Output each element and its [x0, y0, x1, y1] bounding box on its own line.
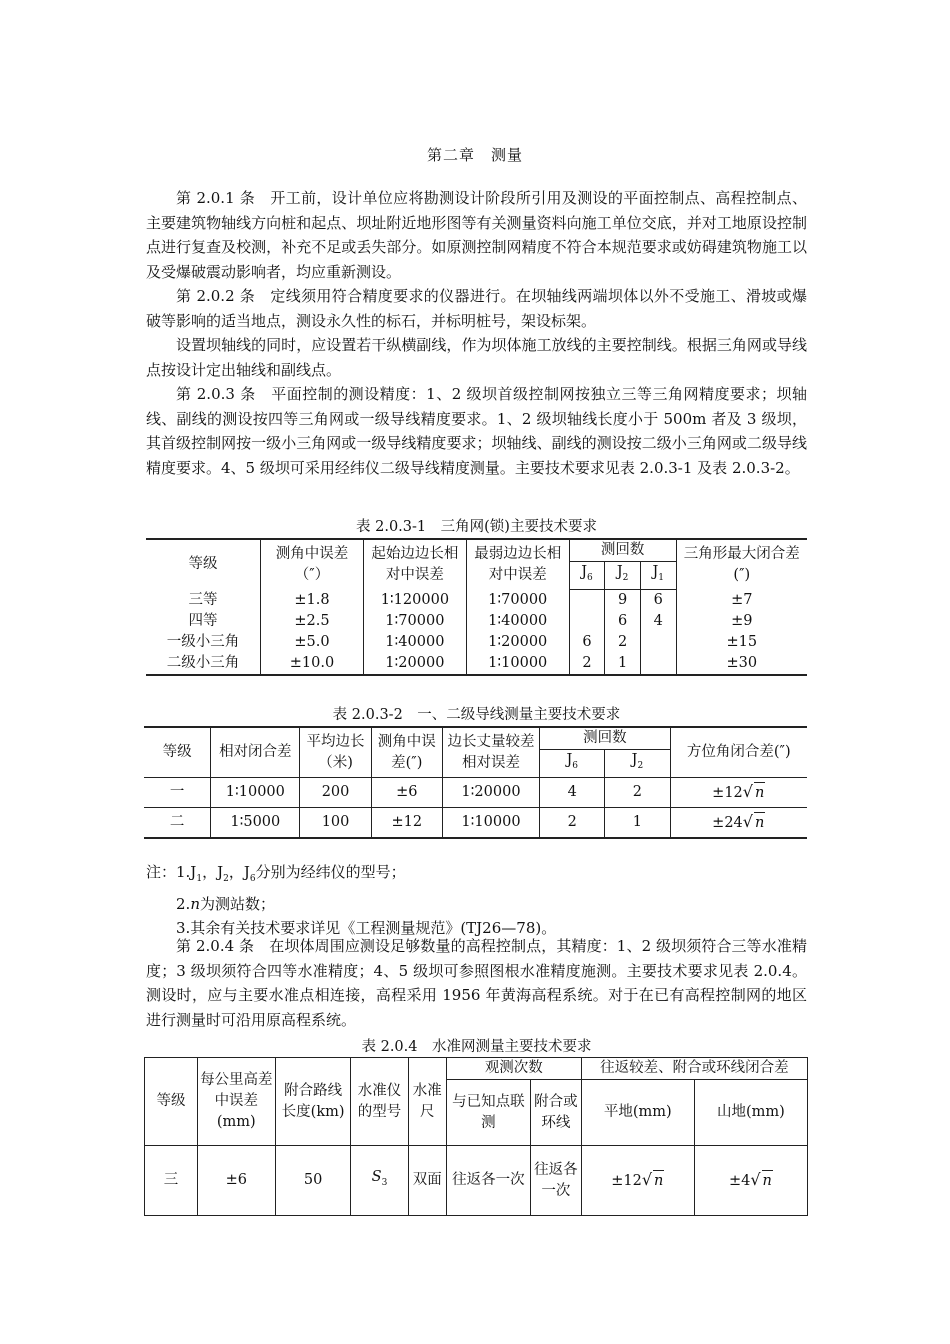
t1-j2-value: 6 [618, 613, 628, 629]
t1-angle-err: ±5.0 [294, 633, 330, 650]
t2-grade: 一 [144, 778, 211, 808]
body-text-bottom [146, 934, 807, 1032]
t1-closure: ±30 [726, 654, 758, 671]
t3-header-err-per-km: 每公里高差中误差(mm) [197, 1058, 275, 1146]
t1-header-grade: 等级 [146, 539, 261, 590]
t3-flat: ±12√ n [581, 1146, 694, 1216]
t2-angle-err: ±12 [371, 808, 442, 838]
t1-angle-err: ±10.0 [289, 654, 335, 671]
t1-j2-value: 1 [618, 655, 628, 671]
t1-start-edge: 1∶70000 [385, 612, 445, 629]
t3-header-grade: 等级 [145, 1058, 198, 1146]
t2-header-rounds: 测回数 [540, 727, 670, 750]
t1-j2-value: 9 [618, 592, 628, 608]
t1-j1-value: 4 [653, 613, 663, 629]
t2-j6: 4 [540, 778, 605, 808]
t1-j6-value: 6 [582, 634, 592, 650]
t3-header-obs: 观测次数 [446, 1058, 581, 1080]
t3-header-route-len: 附合路线长度(km) [275, 1058, 351, 1146]
t2-edge-err: 1∶20000 [442, 778, 539, 808]
t3-err-per-km: ±6 [197, 1146, 275, 1216]
paragraph-2-0-1: 第 2.0.1 条 开工前，设计单位应将勘测设计阶段所引用及测设的平面控制点、高程控制点、主要建筑物轴线方向桩和起点、坝址附近地形图等有关测量资料向施工单位交底，并对工地原设控制点进行复查及校测，补充不足或丢失部分。如原测控制网精度不符合本规范要求或妨碍建筑物施工以及受爆破震动影响者，均应重新测设。 [146, 189, 807, 281]
paragraph-2-0-3: 第 2.0.3 条 平面控制的测设精度：1、2 级坝首级控制网按独立三等三角网精度要求；坝轴线、副线的测设按四等三角网或一级导线精度要求。1、2 级坝轴线长度小于 500m 者及 3 级坝，其首级控制网按一级小三角网或一级导线精度要求；坝轴线、副线的测设按二级小三角网或二级导线精度要求。4、5 级坝可采用经纬仪二级导线精度测量。主要技术要求见表 2.0.3-1 及表 2.0.3-2。 [146, 385, 807, 477]
table1-caption: 表 2.0.3-1 三角网(锁)主要技术要求 [356, 519, 597, 535]
t1-grade: 四等 [188, 612, 218, 629]
table3-leveling [144, 1057, 808, 1216]
t2-avg-len: 200 [300, 778, 371, 808]
t1-header-rounds: 测回数 [569, 539, 676, 562]
table1-triangulation [146, 538, 807, 676]
t1-header-j2: $J_2$ [605, 562, 641, 590]
t2-header-angle-err: 测角中误差(″) [371, 727, 442, 778]
t2-avg-len: 100 [300, 808, 371, 838]
t3-mountain: ±4√ n [694, 1146, 807, 1216]
t3-rod: 双面 [408, 1146, 446, 1216]
note-1: 注：$1.J_1$，$J_2$，$J_6$分别为经纬仪的型号； [146, 863, 406, 884]
t3-header-loop: 附合或环线 [530, 1080, 581, 1146]
t3-header-model: 水准仪的型号 [351, 1058, 408, 1146]
t2-angle-err: ±6 [371, 778, 442, 808]
t2-header-grade: 等级 [144, 727, 211, 778]
t3-header-known: 与已知点联测 [446, 1080, 530, 1146]
body-text-top [146, 186, 807, 480]
t1-closure: ±7 [731, 591, 753, 608]
table-notes [146, 860, 807, 941]
t3-known: 往返各一次 [446, 1146, 530, 1216]
t2-j2: 2 [605, 778, 670, 808]
t2-header-closure: 相对闭合差 [211, 727, 300, 778]
paragraph-2-0-4: 第 2.0.4 条 在坝体周围应测设足够数量的高程控制点，其精度：1、2 级坝须符合三等水准精度；3 级坝须符合四等水准精度；4、5 级坝可参照图根水准精度施测。主要技术要求见表 2.0.4。测设时，应与主要水准点相连接，高程采用 1956 年黄海高程系统。对于在已有高程控制网的地区进行测量时可沿用原高程系统。 [146, 937, 807, 1029]
t1-weak-edge: 1∶20000 [488, 633, 548, 650]
table-row [145, 1146, 808, 1216]
table2-caption: 表 2.0.3-2 一、二级导线测量主要技术要求 [332, 707, 621, 723]
t2-header-j2: $J_2$ [605, 750, 670, 778]
t1-j2-cell [605, 590, 641, 676]
t1-start-edge-cell [363, 590, 466, 676]
t2-header-j6: $J_6$ [540, 750, 605, 778]
t3-header-closure: 往返较差、附合或环线闭合差 [581, 1058, 807, 1080]
t1-header-j1: $J_1$ [640, 562, 676, 590]
t1-header-angle-err: 测角中误差（″） [261, 539, 364, 590]
t1-header-start-edge: 起始边边长相对中误差 [363, 539, 466, 590]
table2-traverse [144, 726, 807, 839]
t2-edge-err: 1∶10000 [442, 808, 539, 838]
t3-route-len: 50 [275, 1146, 351, 1216]
t2-header-avg-len: 平均边长（米) [300, 727, 371, 778]
t1-j1-value: 6 [653, 592, 663, 608]
t3-grade: 三 [145, 1146, 198, 1216]
table-row [144, 778, 807, 808]
t1-header-closure: 三角形最大闭合差(″) [676, 539, 807, 590]
t1-start-edge: 1∶20000 [385, 654, 445, 671]
chapter-title: 第二章 测量 [426, 146, 523, 164]
t1-grades-cell [146, 590, 261, 676]
t1-angle-err: ±1.8 [294, 591, 330, 608]
t1-weak-edge-cell [466, 590, 569, 676]
t1-grade: 一级小三角 [166, 633, 240, 650]
t2-header-edge-err: 边长丈量较差相对误差 [442, 727, 539, 778]
table-row [144, 808, 807, 838]
t2-grade: 二 [144, 808, 211, 838]
t1-grade: 二级小三角 [166, 654, 240, 671]
t2-j2: 1 [605, 808, 670, 838]
t3-model: $S_3$ [351, 1146, 408, 1216]
t1-grade: 三等 [188, 591, 218, 608]
t1-angle-err-cell [261, 590, 364, 676]
paragraph-2-0-2: 第 2.0.2 条 定线须用符合精度要求的仪器进行。在坝轴线两端坝体以外不受施工、滑坡或爆破等影响的适当地点，测设永久性的标石，并标明桩号，架设标架。 [146, 287, 807, 330]
t2-closure: 1∶5000 [211, 808, 300, 838]
t1-closure: ±15 [726, 633, 758, 650]
t2-closure: 1∶10000 [211, 778, 300, 808]
t2-azimuth: ±12√ n [670, 778, 807, 808]
t2-header-azimuth: 方位角闭合差(″) [670, 727, 807, 778]
t1-angle-err: ±2.5 [294, 612, 330, 629]
t1-j6-value: 2 [582, 655, 592, 671]
t1-closure: ±9 [731, 612, 753, 629]
paragraph-axis: 设置坝轴线的同时，应设置若干纵横副线，作为坝体施工放线的主要控制线。根据三角网或导线点按设计定出轴线和副线点。 [146, 336, 807, 379]
t1-j2-value: 2 [618, 634, 628, 650]
t1-weak-edge: 1∶40000 [488, 612, 548, 629]
t1-closure-cell [676, 590, 807, 676]
note-3: 3.其余有关技术要求详见《工程测量规范》(TJ26—78)。 [176, 919, 557, 937]
t1-header-weak-edge: 最弱边边长相对中误差 [466, 539, 569, 590]
t2-azimuth: ±24√ n [670, 808, 807, 838]
t3-header-mountain: 山地(mm) [694, 1080, 807, 1146]
t3-header-flat: 平地(mm) [581, 1080, 694, 1146]
t1-j1-cell [640, 590, 676, 676]
t1-weak-edge: 1∶70000 [488, 591, 548, 608]
table3-caption: 表 2.0.4 水准网测量主要技术要求 [361, 1039, 592, 1055]
t3-loop: 往返各一次 [530, 1146, 581, 1216]
t3-header-rod: 水准尺 [408, 1058, 446, 1146]
note-2: 2.n为测站数； [176, 894, 275, 913]
t1-j6-cell [569, 590, 605, 676]
t2-j6: 2 [540, 808, 605, 838]
t1-start-edge: 1∶120000 [380, 591, 450, 608]
t1-header-j6: $J_6$ [569, 562, 605, 590]
t1-weak-edge: 1∶10000 [488, 654, 548, 671]
t1-start-edge: 1∶40000 [385, 633, 445, 650]
